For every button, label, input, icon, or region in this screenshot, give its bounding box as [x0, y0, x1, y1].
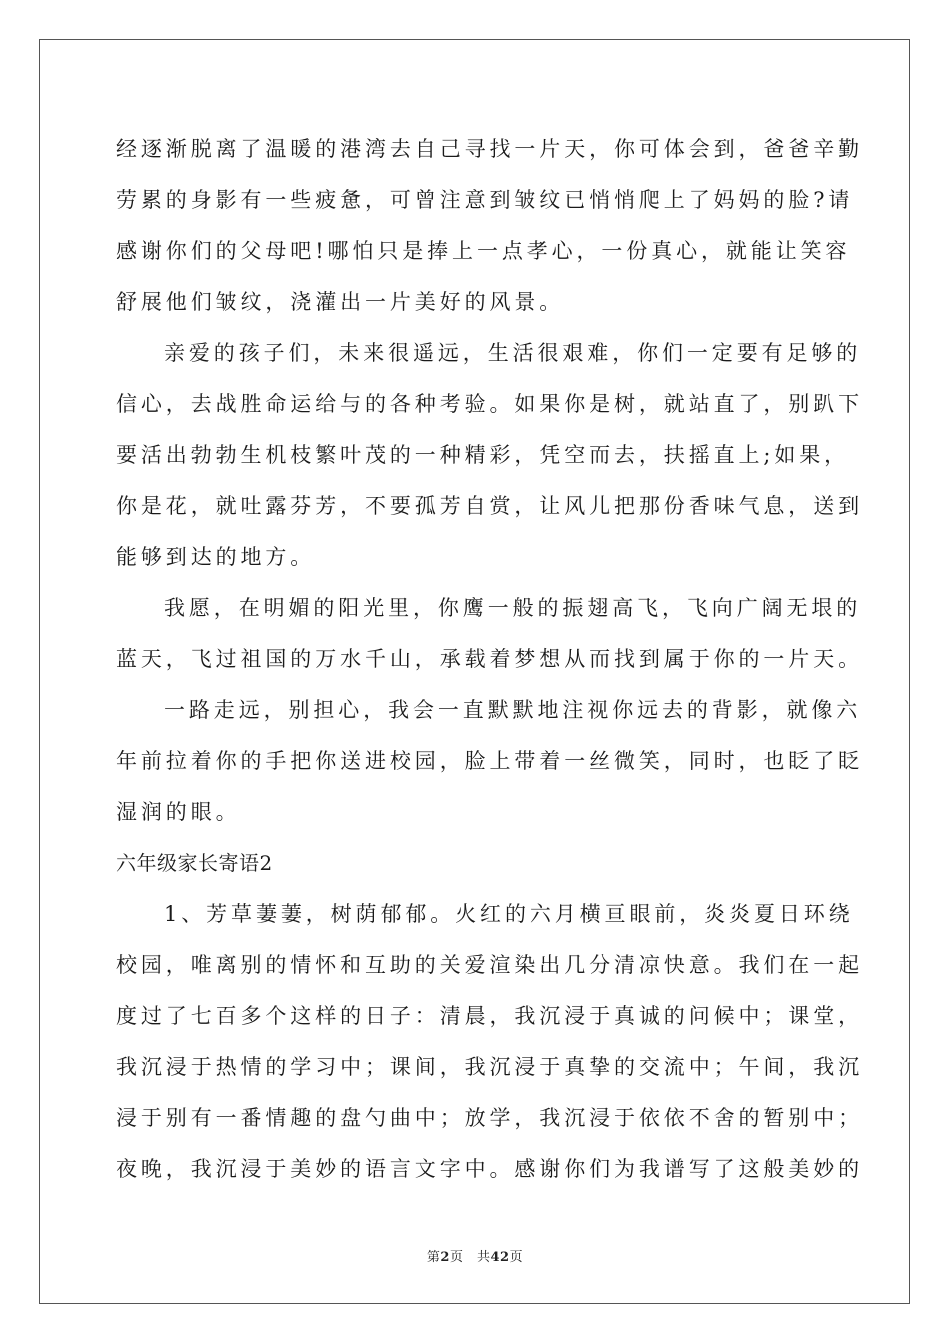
body-line: 劳累的身影有一些疲惫，可曾注意到皱纹已悄悄爬上了妈妈的脸?请 — [116, 188, 854, 212]
body-line: 一路走远，别担心，我会一直默默地注视你远去的背影，就像六 — [164, 698, 862, 722]
section-heading: 六年级家长寄语2 — [116, 851, 273, 875]
body-line: 校园，唯离别的情怀和互助的关爱渲染出几分清凉快意。我们在一起 — [116, 953, 863, 977]
body-line: 浸于别有一番情趣的盘勺曲中；放学，我沉浸于依依不舍的暂别中； — [116, 1106, 863, 1130]
body-line: 年前拉着你的手把你送进校园，脸上带着一丝微笑，同时，也眨了眨 — [116, 749, 863, 773]
body-line: 度过了七百多个这样的日子：清晨，我沉浸于真诚的问候中；课堂， — [116, 1004, 863, 1028]
body-line: 舒展他们皱纹，浇灌出一片美好的风景。 — [116, 290, 565, 314]
body-line: 要活出勃勃生机枝繁叶茂的一种精彩，凭空而去，扶摇直上;如果， — [116, 443, 850, 467]
body-line: 我愿，在明媚的阳光里，你鹰一般的振翅高飞，飞向广阔无垠的 — [164, 596, 862, 620]
footer-suffix: 页 — [509, 1250, 524, 1265]
body-line: 1、芳草萋萋，树荫郁郁。火红的六月横亘眼前，炎炎夏日环绕 — [164, 902, 854, 926]
body-line: 夜晚，我沉浸于美妙的语言文字中。感谢你们为我谱写了这般美妙的 — [116, 1157, 863, 1181]
footer-prefix: 第 — [426, 1250, 441, 1265]
page-footer — [0, 1246, 950, 1265]
body-line: 你是花，就吐露芬芳，不要孤芳自赏，让风儿把那份香味气息，送到 — [116, 494, 863, 518]
body-line: 感谢你们的父母吧!哪怕只是捧上一点孝心，一份真心，就能让笑容 — [116, 239, 851, 263]
body-line: 信心，去战胜命运给与的各种考验。如果你是树，就站直了，别趴下 — [116, 392, 863, 416]
body-line: 能够到达的地方。 — [116, 545, 316, 569]
body-line: 亲爱的孩子们，未来很遥远，生活很艰难，你们一定要有足够的 — [164, 341, 862, 365]
body-line: 我沉浸于热情的学习中；课间，我沉浸于真挚的交流中；午间，我沉 — [116, 1055, 863, 1079]
footer-mid: 页 共 — [449, 1250, 491, 1265]
body-line: 经逐渐脱离了温暖的港湾去自己寻找一片天，你可体会到，爸爸辛勤 — [116, 137, 863, 161]
current-page-number: 2 — [440, 1250, 450, 1265]
body-line: 蓝天，飞过祖国的万水千山，承载着梦想从而找到属于你的一片天。 — [116, 647, 863, 671]
document-body — [116, 128, 863, 1199]
body-line: 湿润的眼。 — [116, 800, 241, 824]
total-page-number: 42 — [490, 1250, 510, 1265]
